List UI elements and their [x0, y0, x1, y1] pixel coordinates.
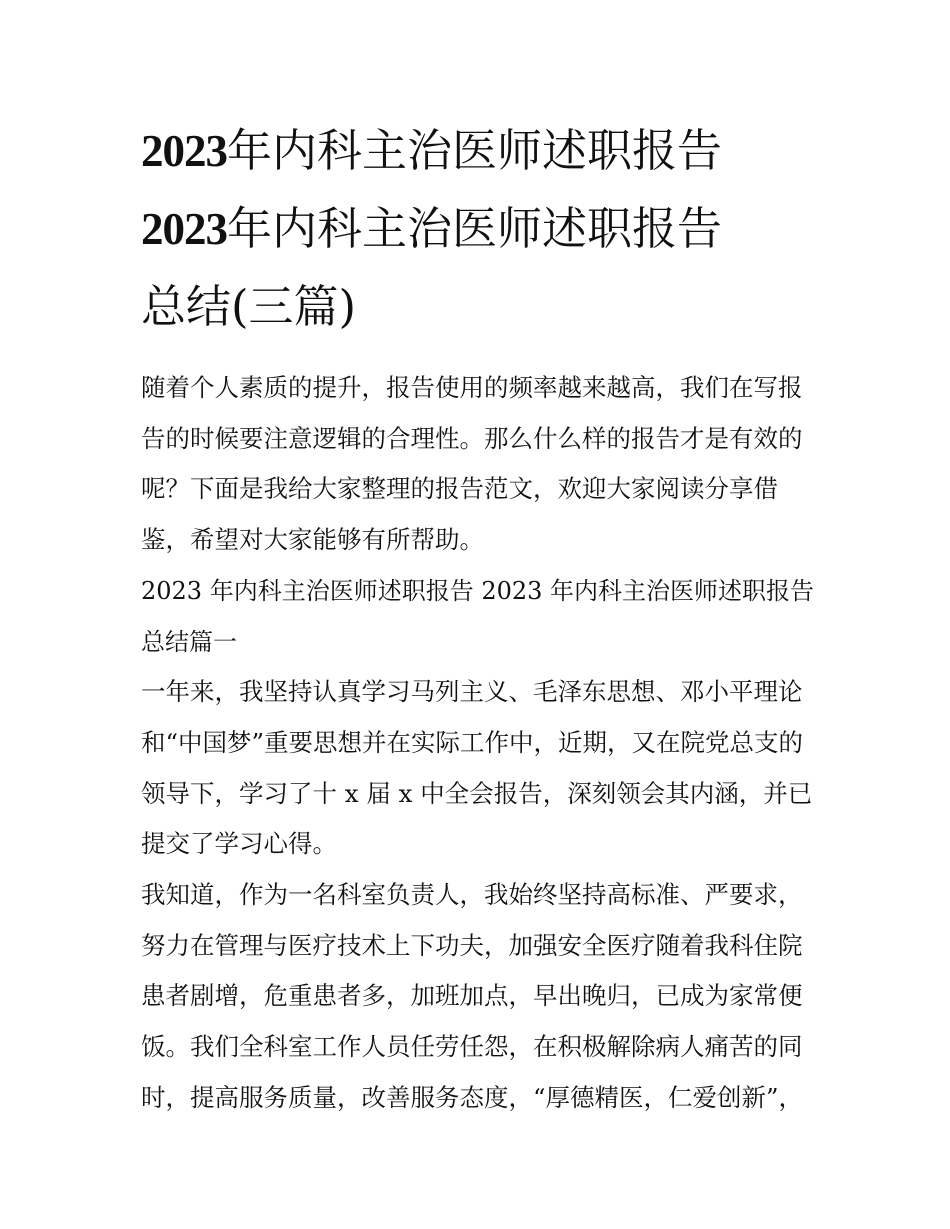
section-heading: [141, 566, 821, 667]
text-line: 我知道，作为一名科室负责人，我始终坚持高标准、严要求，: [141, 880, 803, 910]
title-text: 总结(三篇): [141, 280, 357, 333]
text-line: 随着个人素质的提升，报告使用的频率越来越高，我们在写报: [141, 373, 803, 402]
body-paragraph: [141, 667, 821, 870]
intro-paragraph: [141, 363, 821, 566]
title-year: 2023: [141, 204, 227, 254]
title-line-1: [141, 112, 821, 190]
document-title: [141, 112, 821, 345]
title-text: 年内科主治医师述职报告: [227, 202, 723, 255]
text-line: 告的时候要注意逻辑的合理性。那么什么样的报告才是有效的: [141, 423, 803, 453]
text-line: 和“中国梦”重要思想并在实际工作中，近期，又在院党总支的: [141, 727, 804, 757]
document-page: [141, 112, 821, 1124]
text-line: 领导下，学习了十 x 届 x 中全会报告，深刻领会其内涵，并已: [141, 778, 813, 808]
title-line-2: [141, 190, 821, 268]
text-line: 总结篇一: [141, 627, 237, 656]
document-body: [141, 363, 821, 1124]
title-year: 2023: [141, 126, 227, 176]
text-line: 患者剧增，危重患者多，加班加点，早出晚归，已成为家常便: [141, 981, 803, 1011]
text-line: 时，提高服务质量，改善服务态度，“厚德精医，仁爱创新”，: [141, 1082, 804, 1112]
title-line-3: [141, 268, 821, 345]
text-line: 2023 年内科主治医师述职报告 2023 年内科主治医师述职报告: [141, 576, 815, 605]
text-line: 呢？下面是我给大家整理的报告范文，欢迎大家阅读分享借: [141, 474, 778, 504]
text-line: 提交了学习心得。: [141, 829, 337, 859]
body-paragraph: [141, 870, 821, 1124]
text-line: 一年来，我坚持认真学习马列主义、毛泽东思想、邓小平理论: [141, 677, 803, 707]
title-text: 年内科主治医师述职报告: [227, 124, 723, 177]
text-line: 努力在管理与医疗技术上下功夫，加强安全医疗随着我科住院: [141, 930, 803, 960]
text-line: 鉴，希望对大家能够有所帮助。: [141, 525, 484, 555]
text-line: 饭。我们全科室工作人员任劳任怨，在积极解除病人痛苦的同: [141, 1032, 803, 1062]
